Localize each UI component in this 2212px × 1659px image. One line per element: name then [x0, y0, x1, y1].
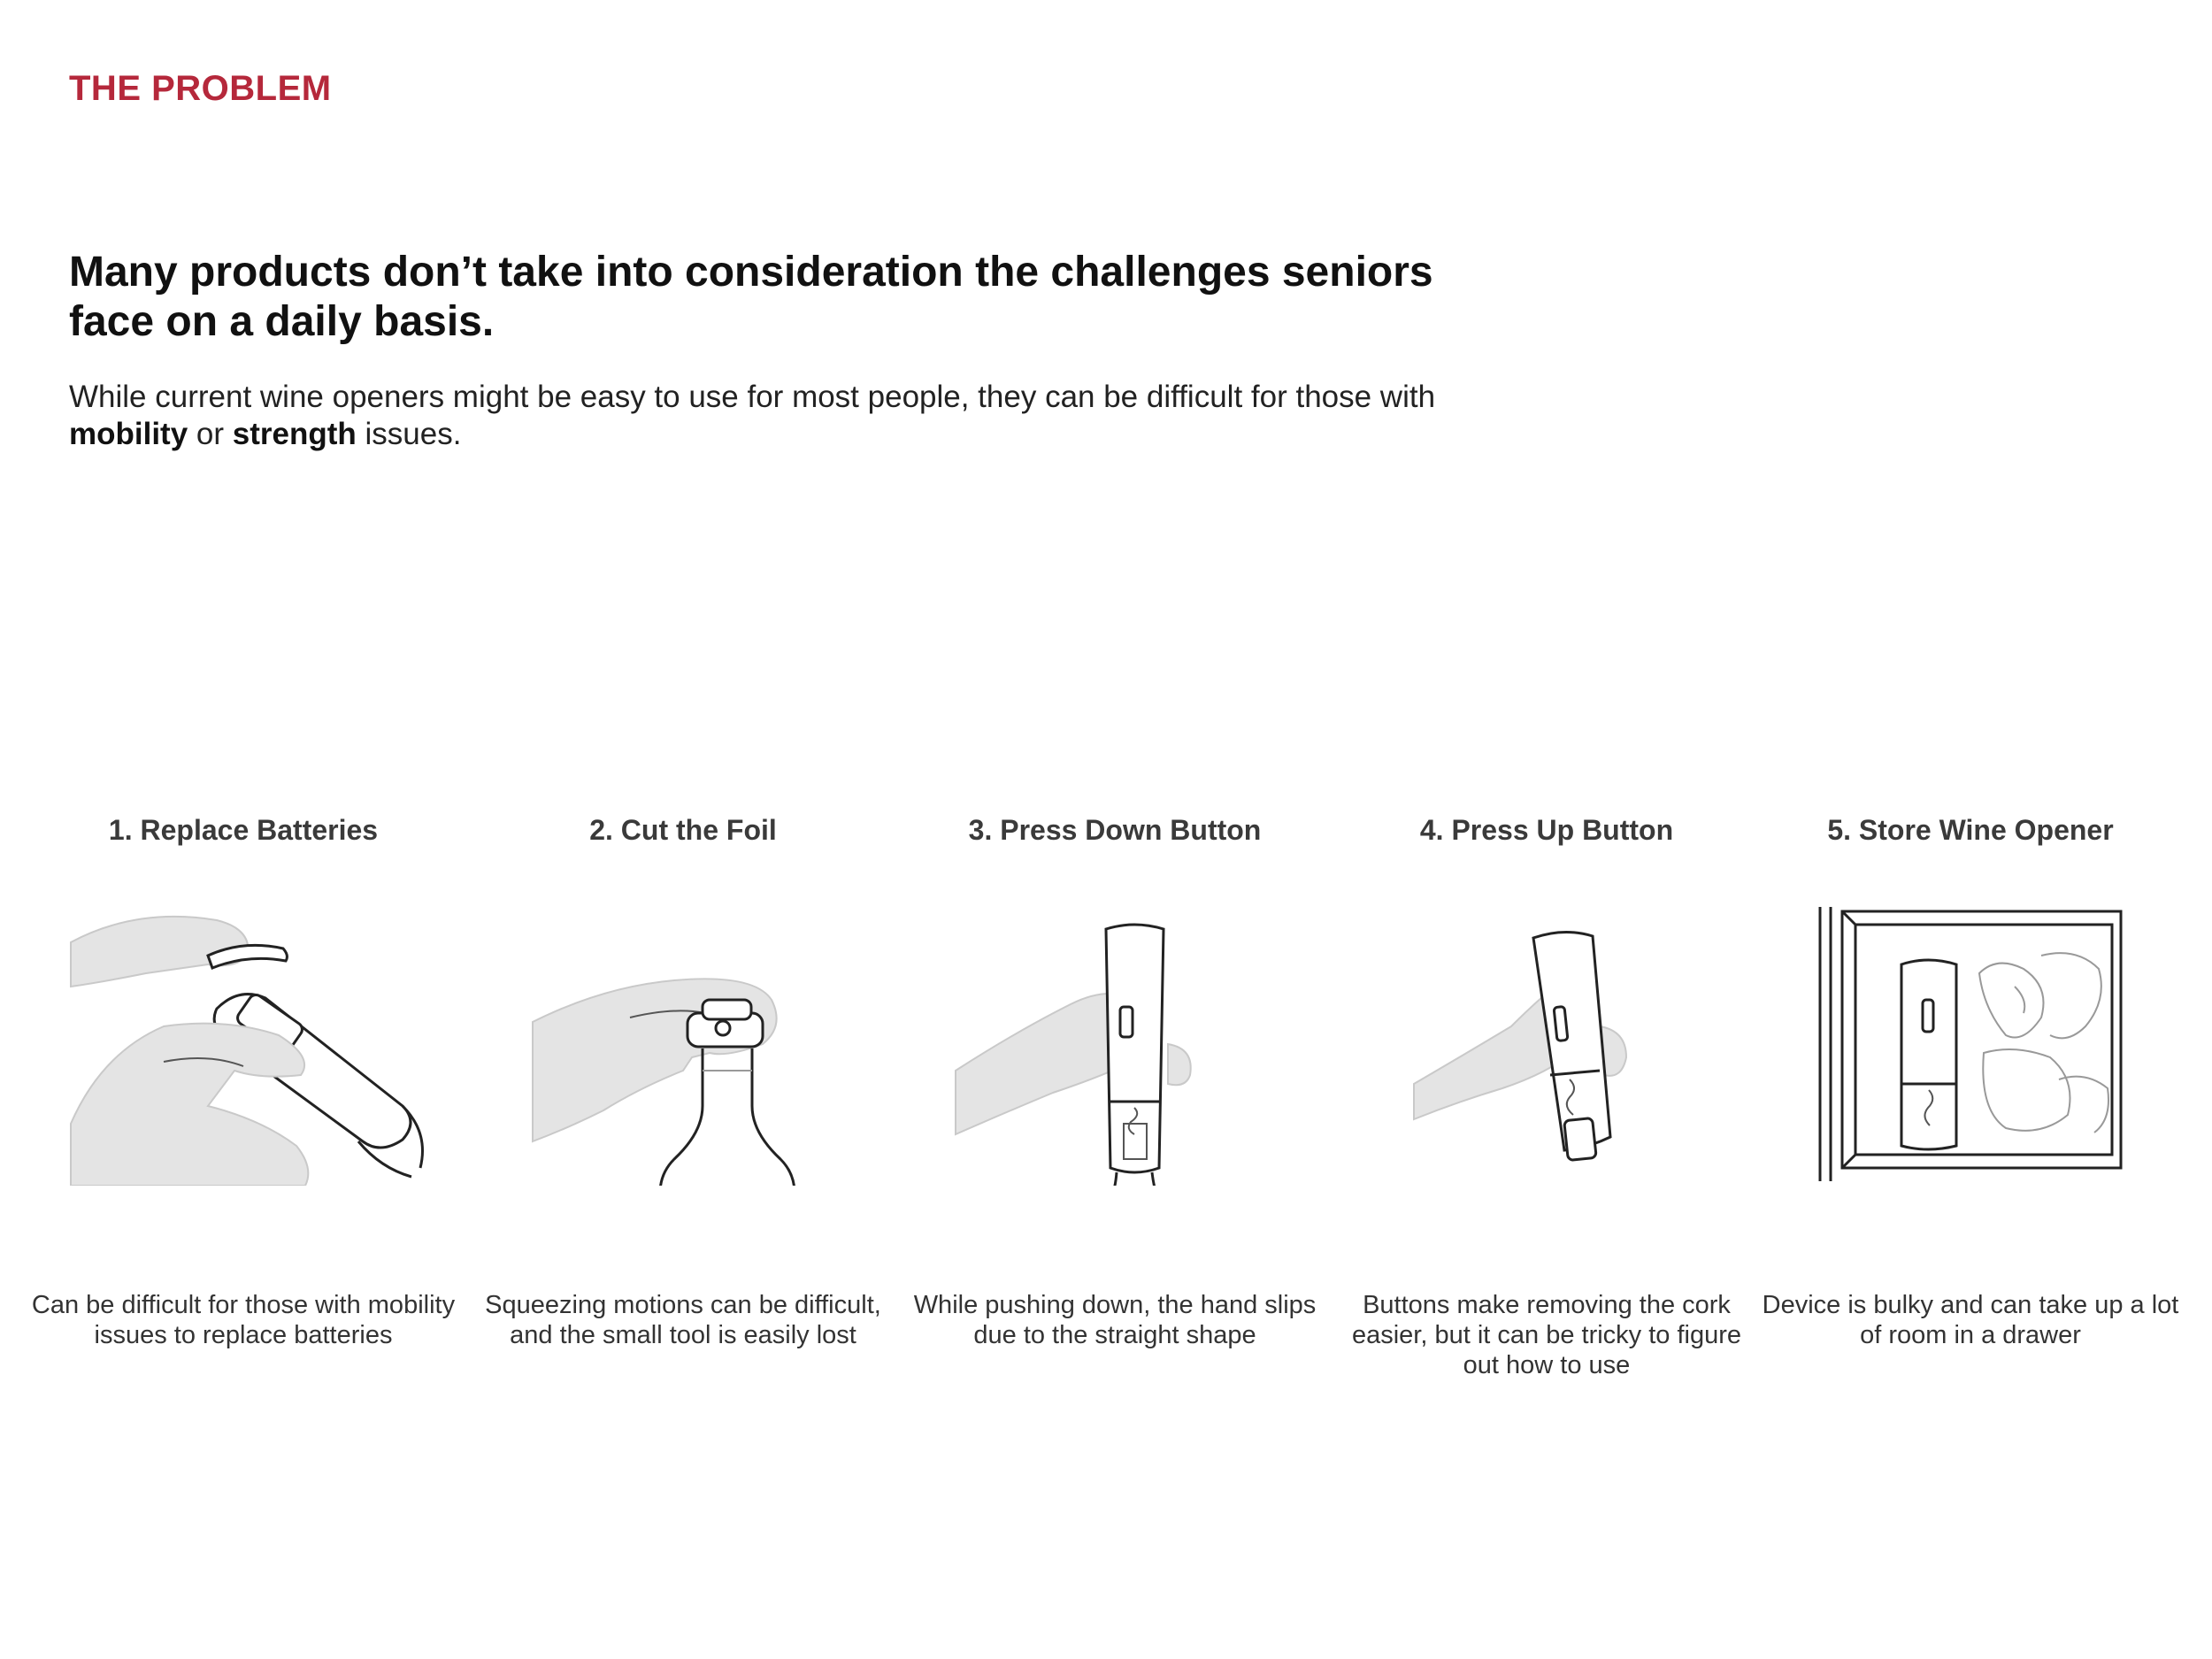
- intro-bold-strength: strength: [232, 417, 357, 451]
- step-caption: While pushing down, the hand slips due to the straight shape: [913, 1291, 1317, 1349]
- intro-text-3: issues.: [356, 417, 462, 451]
- step-caption: Buttons make removing the cork easier, but it can be tricky to figure out how to use: [1351, 1291, 1742, 1379]
- steps-row: [0, 814, 2212, 1416]
- drawer-icon: [1758, 902, 2183, 1186]
- step-caption: Device is bulky and can take up a lot of room in a drawer: [1762, 1291, 2179, 1349]
- step-title: 3. Press Down Button: [968, 814, 1262, 846]
- hands-battery-icon: [31, 902, 456, 1186]
- headline: Many products don’t take into consideration the challenges seniors face on a daily basis.: [69, 249, 1433, 345]
- intro-text-2: or: [188, 417, 233, 451]
- step-title: 1. Replace Batteries: [108, 814, 379, 846]
- step-title: 5. Store Wine Opener: [1827, 814, 2114, 846]
- foil-cutter-icon: [471, 902, 895, 1186]
- step-title: 4. Press Up Button: [1419, 814, 1674, 846]
- press-down-icon: [902, 902, 1327, 1186]
- intro-paragraph: [69, 379, 1467, 453]
- section-label: THE PROBLEM: [69, 69, 332, 108]
- step-caption: Squeezing motions can be difficult, and the small tool is easily lost: [485, 1291, 881, 1349]
- press-up-icon: [1334, 902, 1759, 1186]
- step-caption: Can be difficult for those with mobility issues to replace batteries: [31, 1291, 456, 1349]
- intro-text-1: While current wine openers might be easy to use for most people, they can be difficult for those with: [69, 380, 1436, 414]
- step-title: 2. Cut the Foil: [589, 814, 777, 846]
- intro-bold-mobility: mobility: [69, 417, 188, 451]
